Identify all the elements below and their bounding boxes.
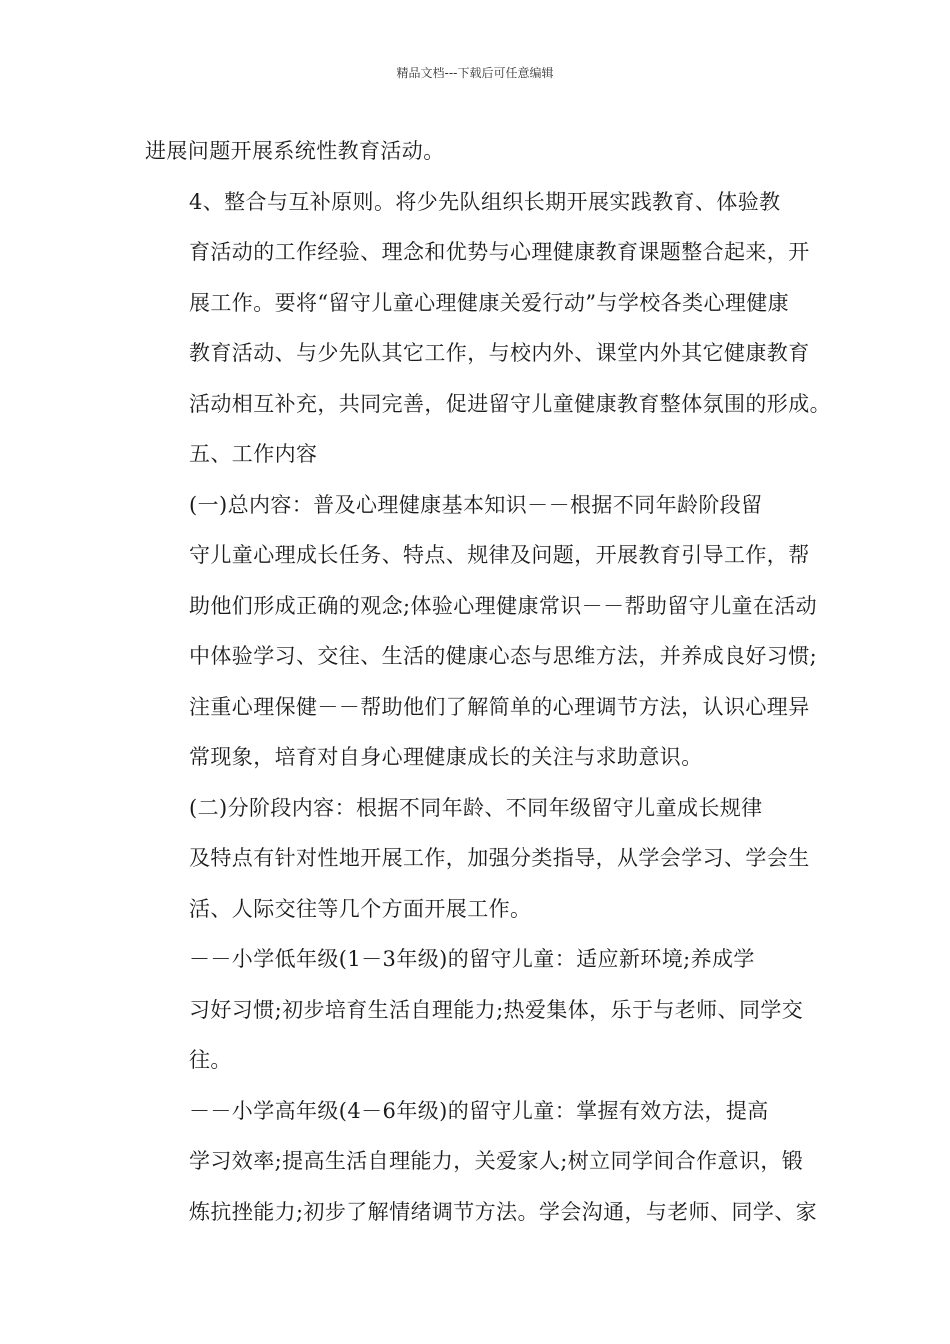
paragraph-line: 守儿童心理成长任务、特点、规律及问题，开展教育引导工作，帮 — [189, 543, 810, 567]
paragraph-line: 展工作。要将“留守儿童心理健康关爱行动”与学校各类心理健康 — [189, 290, 790, 315]
paragraph — [145, 480, 818, 783]
paragraph-line: 助他们形成正确的观念;体验心理健康常识－－帮助留守儿童在活动 — [189, 593, 818, 618]
paragraph-line: 往。 — [189, 1048, 232, 1072]
paragraph — [145, 783, 810, 935]
paragraph-line: 五、工作内容 — [189, 442, 318, 466]
paragraph-line: 教育活动、与少先队其它工作，与校内外、课堂内外其它健康教育 — [189, 341, 810, 365]
paragraph — [145, 934, 807, 1086]
paragraph-line: 习好习惯;初步培育生活自理能力;热爱集体，乐于与老师、同学交 — [189, 997, 804, 1022]
paragraph — [145, 177, 831, 430]
paragraph-line: 活动相互补充，共同完善，促进留守儿童健康教育整体氛围的形成。 — [189, 391, 831, 416]
paragraph — [145, 126, 807, 177]
document-body — [145, 126, 831, 1237]
paragraph-line: －－小学低年级(1－3年级)的留守儿童：适应新环境;养成学 — [189, 947, 755, 971]
paragraph-line: (一)总内容：普及心理健康基本知识－－根据不同年龄阶段留 — [189, 492, 763, 517]
paragraph-line: 常现象，培育对自身心理健康成长的关注与求助意识。 — [189, 745, 703, 769]
paragraph-line: (二)分阶段内容：根据不同年龄、不同年级留守儿童成长规律 — [189, 795, 763, 820]
paragraph-line: 进展问题开展系统性教育活动。 — [145, 139, 445, 163]
paragraph-line: －－小学高年级(4－6年级)的留守儿童：掌握有效方法，提高 — [189, 1098, 769, 1123]
paragraph — [145, 429, 807, 480]
paragraph-line: 学习效率;提高生活自理能力，关爱家人;树立同学间合作意识，锻 — [189, 1149, 804, 1173]
page-header: 精品文档---下载后可任意编辑 — [396, 66, 554, 80]
paragraph-line: 4、整合与互补原则。将少先队组织长期开展实践教育、体验教 — [189, 189, 781, 214]
paragraph — [145, 1086, 818, 1238]
paragraph-line: 中体验学习、交往、生活的健康心态与思维方法，并养成良好习惯; — [189, 644, 818, 668]
paragraph-line: 及特点有针对性地开展工作，加强分类指导，从学会学习、学会生 — [189, 846, 810, 870]
paragraph-line: 育活动的工作经验、理念和优势与心理健康教育课题整合起来，开 — [189, 240, 810, 264]
paragraph-line: 活、人际交往等几个方面开展工作。 — [189, 896, 532, 921]
paragraph-line: 炼抗挫能力;初步了解情绪调节方法。学会沟通，与老师、同学、家 — [189, 1199, 818, 1224]
paragraph-line: 注重心理保健－－帮助他们了解简单的心理调节方法，认识心理异 — [189, 694, 810, 719]
